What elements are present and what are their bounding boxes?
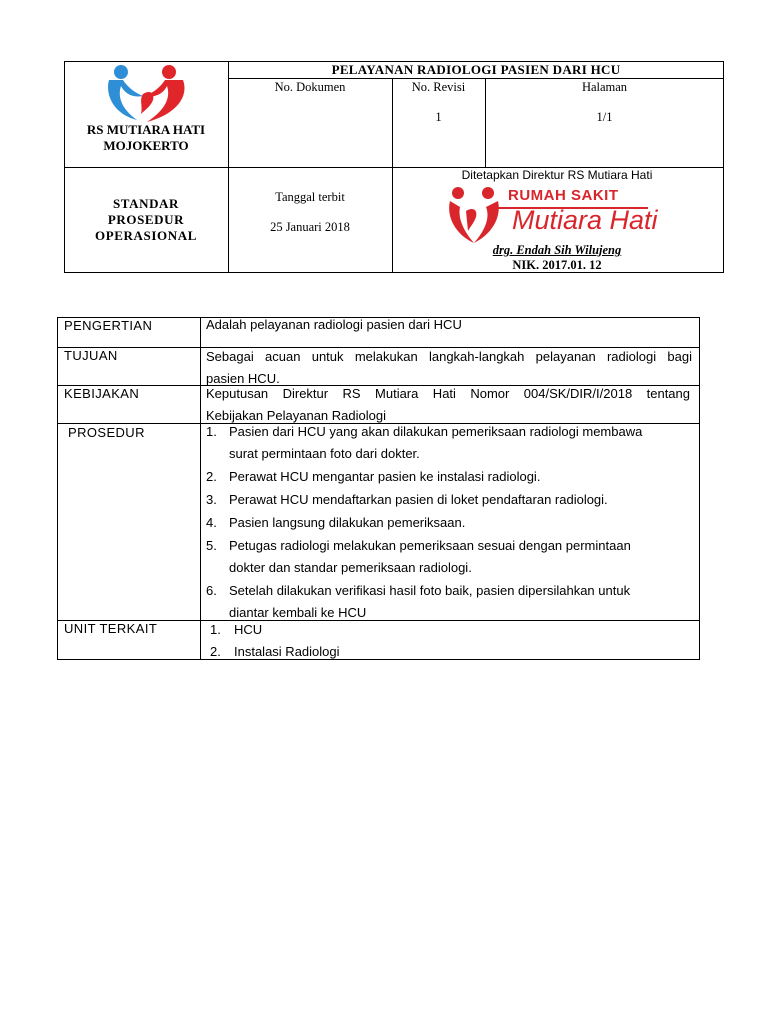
sop-table-divider-v xyxy=(200,317,201,660)
unit-terkait-item-number: 2. xyxy=(210,644,221,659)
tujuan-line2: pasien HCU. xyxy=(206,371,280,386)
prosedur-item-line2: dokter dan standar pemeriksaan radiologi. xyxy=(229,560,472,575)
sop-line1: STANDAR xyxy=(112,196,180,211)
prosedur-item xyxy=(206,512,692,534)
sop-line3: OPERASIONAL xyxy=(95,228,197,243)
unit-terkait-item-label: Instalasi Radiologi xyxy=(234,644,340,659)
sop-title xyxy=(64,196,228,244)
sop-line2: PROSEDUR xyxy=(107,212,185,227)
kebijakan-line1: Keputusan Direktur RS Mutiara Hati Nomor 004/SK/DIR/I/2018 tentang xyxy=(206,386,690,401)
prosedur-item-line1: Petugas radiologi melakukan pemeriksaan sesuai dengan permintaan xyxy=(229,538,631,553)
stamp-bottom-text: Mutiara Hati xyxy=(512,205,658,235)
prosedur-item xyxy=(206,466,692,488)
prosedur-list xyxy=(206,0,692,1024)
prosedur-item-line1: Perawat HCU mengantar pasien ke instalasi radiologi. xyxy=(229,469,541,484)
prosedur-item-number: 3. xyxy=(206,492,217,507)
tanggal-terbit-label: Tanggal terbit xyxy=(275,190,345,204)
pengertian-label: PENGERTIAN xyxy=(64,318,153,333)
ditetapkan-text: Ditetapkan Direktur RS Mutiara Hati xyxy=(461,168,653,182)
prosedur-item xyxy=(206,535,692,579)
unit-terkait-item xyxy=(210,619,510,641)
prosedur-label: PROSEDUR xyxy=(68,425,145,440)
unit-terkait-item-label: HCU xyxy=(234,622,263,637)
tujuan-line1: Sebagai acuan untuk melakukan langkah-langkah pelayanan radiologi bagi xyxy=(206,349,692,364)
no-dokumen-label: No. Dokumen xyxy=(274,80,346,94)
hospital-name xyxy=(64,122,228,154)
stamp-top-text: RUMAH SAKIT xyxy=(508,187,619,204)
prosedur-item-number: 4. xyxy=(206,515,217,530)
prosedur-item-line1: Pasien langsung dilakukan pemeriksaan. xyxy=(229,515,466,530)
tanggal-terbit-value: 25 Januari 2018 xyxy=(270,220,350,234)
prosedur-item-line2: diantar kembali ke HCU xyxy=(229,605,367,620)
prosedur-item-line1: Setelah dilakukan verifikasi hasil foto baik, pasien dipersilahkan untuk xyxy=(229,583,631,598)
hospital-name-line1: RS MUTIARA HATI xyxy=(86,122,206,137)
unit-terkait-label: UNIT TERKAIT xyxy=(64,621,158,636)
unit-terkait-item-number: 1. xyxy=(210,622,221,637)
kebijakan-line2: Kebijakan Pelayanan Radiologi xyxy=(206,408,386,423)
prosedur-item xyxy=(206,489,692,511)
hospital-logo xyxy=(103,64,189,124)
signatory-nik: NIK. 2017.01. 12 xyxy=(512,258,602,272)
tujuan-label: TUJUAN xyxy=(64,348,118,363)
prosedur-item-line1: Perawat HCU mendaftarkan pasien di loket pendaftaran radiologi. xyxy=(229,492,608,507)
prosedur-item-line2: surat permintaan foto dari dokter. xyxy=(229,446,420,461)
signatory-name: drg. Endah Sih Wilujeng xyxy=(492,243,622,257)
halaman-value: 1/1 xyxy=(596,110,613,124)
unit-terkait-list xyxy=(210,619,510,663)
doc-title: PELAYANAN RADIOLOGI PASIEN DARI HCU xyxy=(331,62,621,77)
hospital-name-line2: MOJOKERTO xyxy=(103,138,189,153)
no-revisi-label: No. Revisi xyxy=(411,80,466,94)
halaman-label: Halaman xyxy=(581,80,628,94)
unit-terkait-item xyxy=(210,641,510,663)
prosedur-item-number: 2. xyxy=(206,469,217,484)
prosedur-item-number: 5. xyxy=(206,538,217,553)
prosedur-item-number: 1. xyxy=(206,424,217,439)
kebijakan-label: KEBIJAKAN xyxy=(64,386,140,401)
prosedur-item-number: 6. xyxy=(206,583,217,598)
prosedur-item xyxy=(206,421,692,465)
no-revisi-value: 1 xyxy=(435,110,442,124)
prosedur-item-line1: Pasien dari HCU yang akan dilakukan pemeriksaan radiologi membawa xyxy=(229,424,643,439)
pengertian-text: Adalah pelayanan radiologi pasien dari HCU xyxy=(206,317,462,332)
prosedur-item xyxy=(206,580,692,624)
